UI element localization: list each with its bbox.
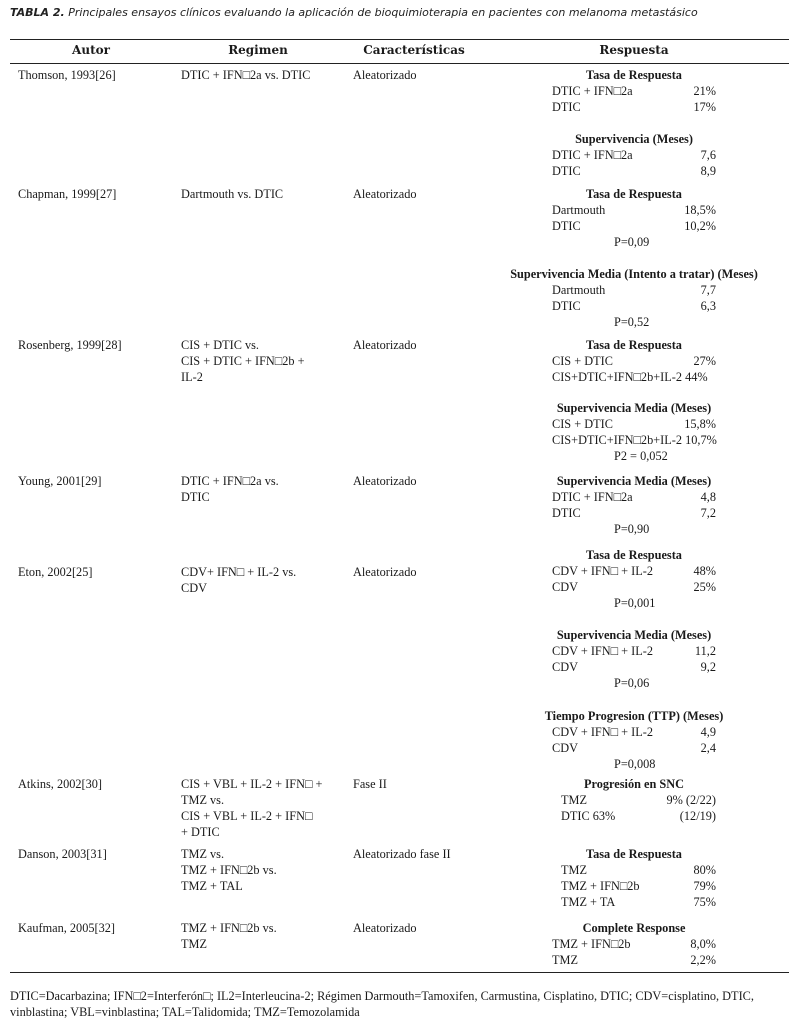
- response-line: [552, 505, 716, 521]
- response-block-title: Tasa de Respuesta: [586, 548, 682, 562]
- row-regimen-line: TMZ + IFN□2b vs.: [181, 921, 277, 935]
- table-caption-label: TABLA 2.: [10, 6, 65, 19]
- response-block-title: Tasa de Respuesta: [586, 338, 682, 352]
- response-line-label: DTIC + IFN□2a: [552, 148, 633, 162]
- response-line-value: 48%: [693, 564, 716, 578]
- response-line-value: 9,2: [700, 660, 716, 674]
- row-autor: Kaufman, 2005[32]: [18, 921, 115, 935]
- response-line-label: DTIC 63%: [561, 809, 616, 823]
- row-caracteristicas: Aleatorizado fase II: [353, 847, 451, 861]
- row-regimen-line: CIS + VBL + IL-2 + IFN□ +: [181, 777, 323, 791]
- response-line-value: 10,2%: [684, 219, 716, 233]
- row-autor: Atkins, 2002[30]: [18, 777, 103, 791]
- row-autor: Rosenberg, 1999[28]: [18, 338, 122, 352]
- response-line-label: DTIC + IFN□2a: [552, 84, 633, 98]
- response-line-label: DTIC: [552, 164, 581, 178]
- bottom-rule: [10, 972, 789, 973]
- response-line-value: 27%: [693, 354, 716, 368]
- row-regimen-line: TMZ + TAL: [181, 879, 243, 893]
- row-caracteristicas: Aleatorizado: [353, 921, 417, 935]
- response-line-value: 25%: [693, 580, 716, 594]
- response-line: [561, 808, 716, 824]
- response-line-label: TMZ + IFN□2b: [552, 937, 631, 951]
- response-line: [552, 740, 716, 756]
- header-respuesta: Respuesta: [599, 43, 669, 57]
- row-regimen-line: TMZ vs.: [181, 847, 225, 861]
- row-autor: Young, 2001[29]: [18, 474, 102, 488]
- row-autor: Danson, 2003[31]: [18, 847, 107, 861]
- response-line: [552, 936, 716, 952]
- response-line: [552, 282, 716, 298]
- response-line: [552, 563, 716, 579]
- response-line: [552, 369, 716, 385]
- response-line-value: 17%: [693, 100, 716, 114]
- response-block-title: Supervivencia (Meses): [575, 132, 693, 146]
- response-block: [0, 627, 796, 690]
- row-regimen-line: CIS + VBL + IL-2 + IFN□: [181, 809, 313, 823]
- response-line: [552, 83, 716, 99]
- p-value: P2 = 0,052: [614, 449, 668, 463]
- response-line: [552, 724, 716, 740]
- response-block-title: Tasa de Respuesta: [586, 68, 682, 82]
- response-line-label: CDV: [552, 741, 578, 755]
- response-block-title: Complete Response: [582, 921, 686, 935]
- response-line-value: 80%: [693, 863, 716, 877]
- response-line-label: CDV + IFN□ + IL-2: [552, 725, 653, 739]
- response-line-label: CIS + DTIC: [552, 417, 613, 431]
- response-line-label: TMZ: [552, 953, 578, 967]
- response-block-title: Tasa de Respuesta: [586, 847, 682, 861]
- response-line: [561, 862, 716, 878]
- response-line-value: 4,9: [700, 725, 716, 739]
- response-line-label: CIS+DTIC+IFN□2b+IL-2 10,7%: [552, 433, 717, 447]
- row-caracteristicas: Aleatorizado: [353, 187, 417, 201]
- response-line-value: 7,6: [700, 148, 716, 162]
- p-value: P=0,06: [614, 676, 650, 690]
- row-regimen-line: Dartmouth vs. DTIC: [181, 187, 284, 201]
- response-line-label: TMZ + TA: [561, 895, 616, 909]
- table-caption-text: Principales ensayos clínicos evaluando la aplicación de bioquimioterapia en pacientes con melanoma metastásico: [68, 6, 698, 19]
- row-regimen-line: CDV: [181, 581, 207, 595]
- response-line: [552, 659, 716, 675]
- response-line-label: CDV + IFN□ + IL-2: [552, 644, 653, 658]
- row-caracteristicas: Aleatorizado: [353, 565, 417, 579]
- response-line: [552, 99, 716, 115]
- response-line-value: 2,4: [700, 741, 716, 755]
- response-line-label: CIS + DTIC: [552, 354, 613, 368]
- response-line: [552, 952, 716, 968]
- row-caracteristicas: Fase II: [353, 777, 387, 791]
- row-regimen-line: TMZ vs.: [181, 793, 225, 807]
- response-line: [552, 147, 716, 163]
- response-line-value: 7,7: [700, 283, 716, 297]
- row-regimen-line: CIS + DTIC + IFN□2b +: [181, 354, 305, 368]
- row-regimen-line: DTIC: [181, 490, 210, 504]
- response-block-title: Tasa de Respuesta: [586, 187, 682, 201]
- response-line: [552, 579, 716, 595]
- response-line-label: DTIC: [552, 299, 581, 313]
- header-rule: [10, 63, 789, 64]
- header-regimen: Regimen: [228, 43, 288, 57]
- row-regimen-line: TMZ + IFN□2b vs.: [181, 863, 277, 877]
- response-block-title: Progresión en SNC: [584, 777, 684, 791]
- response-block: [0, 266, 796, 329]
- response-line-value: 79%: [693, 879, 716, 893]
- response-line-value: 8,0%: [690, 937, 716, 951]
- response-line-value: 11,2: [694, 644, 716, 658]
- response-line-value: 15,8%: [684, 417, 716, 431]
- response-line: [552, 643, 716, 659]
- table-caption: [10, 6, 790, 19]
- response-block-title: Supervivencia Media (Meses): [556, 474, 712, 488]
- response-line-label: CDV: [552, 660, 578, 674]
- response-line-value: 9% (2/22): [666, 793, 716, 807]
- row-autor: Eton, 2002[25]: [18, 565, 93, 579]
- response-line: [561, 792, 716, 808]
- response-line-label: Dartmouth: [552, 283, 606, 297]
- response-line-label: CDV + IFN□ + IL-2: [552, 564, 653, 578]
- response-line-label: Dartmouth: [552, 203, 606, 217]
- response-line-label: CDV: [552, 580, 578, 594]
- row-regimen-line: CDV+ IFN□ + IL-2 vs.: [181, 565, 297, 579]
- response-line: [552, 202, 716, 218]
- response-line: [552, 353, 716, 369]
- row-regimen-line: DTIC + IFN□2a vs.: [181, 474, 279, 488]
- response-line: [552, 218, 716, 234]
- response-block: [0, 131, 796, 178]
- response-line-label: CIS+DTIC+IFN□2b+IL-2 44%: [552, 370, 708, 384]
- row-regimen-line: DTIC + IFN□2a vs. DTIC: [181, 68, 311, 82]
- row-caracteristicas: Aleatorizado: [353, 338, 417, 352]
- response-line-value: 2,2%: [690, 953, 716, 967]
- response-line-value: 7,2: [700, 506, 716, 520]
- row-caracteristicas: Aleatorizado: [353, 68, 417, 82]
- p-value: P=0,09: [614, 235, 650, 249]
- response-line-label: DTIC: [552, 100, 581, 114]
- row-regimen-line: CIS + DTIC vs.: [181, 338, 259, 352]
- response-line-value: 21%: [693, 84, 716, 98]
- response-line: [561, 878, 716, 894]
- response-block-title: Supervivencia Media (Intento a tratar) (Meses): [510, 267, 758, 281]
- response-line-value: (12/19): [679, 809, 716, 823]
- row-caracteristicas: Aleatorizado: [353, 474, 417, 488]
- response-line-label: TMZ + IFN□2b: [561, 879, 640, 893]
- response-block-title: Supervivencia Media (Meses): [556, 401, 712, 415]
- row-regimen-line: + DTIC: [181, 825, 220, 839]
- response-block: [0, 400, 796, 463]
- response-line: [552, 298, 716, 314]
- response-line: [552, 163, 716, 179]
- response-line-label: TMZ: [561, 793, 587, 807]
- response-line-value: 6,3: [700, 299, 716, 313]
- response-line: [561, 894, 716, 910]
- row-regimen-line: TMZ: [181, 937, 207, 951]
- response-line-label: DTIC + IFN□2a: [552, 490, 633, 504]
- p-value: P=0,008: [614, 757, 656, 771]
- response-line-label: DTIC: [552, 219, 581, 233]
- response-line-label: TMZ: [561, 863, 587, 877]
- header-caracteristicas: Características: [363, 43, 465, 57]
- header-autor: Autor: [72, 43, 110, 57]
- row-autor: Chapman, 1999[27]: [18, 187, 117, 201]
- row-autor: Thomson, 1993[26]: [18, 68, 116, 82]
- response-line-value: 75%: [693, 895, 716, 909]
- response-line: [552, 416, 716, 432]
- response-block: [0, 708, 796, 771]
- response-line: [552, 489, 716, 505]
- response-line-value: 4,8: [700, 490, 716, 504]
- response-line-label: DTIC: [552, 506, 581, 520]
- p-value: P=0,001: [614, 596, 656, 610]
- table-footnote: DTIC=Dacarbazina; IFN□2=Interferón□; IL2=Interleucina-2; Régimen Darmouth=Tamoxifen, Carmustina, Cisplatino, DTIC; CDV=cisplatino, DTIC, vinblastina; VBL=vinblastina; TAL=Talidomida; TMZ=Temozolamida: [10, 989, 754, 1019]
- p-value: P=0,90: [614, 522, 650, 536]
- response-block-title: Tiempo Progresion (TTP) (Meses): [544, 709, 724, 723]
- response-line: [552, 432, 716, 448]
- top-rule: [10, 39, 789, 40]
- p-value: P=0,52: [614, 315, 650, 329]
- response-block-title: Supervivencia Media (Meses): [556, 628, 712, 642]
- response-line-value: 18,5%: [684, 203, 716, 217]
- response-line-value: 8,9: [700, 164, 716, 178]
- row-regimen-line: IL-2: [181, 370, 203, 384]
